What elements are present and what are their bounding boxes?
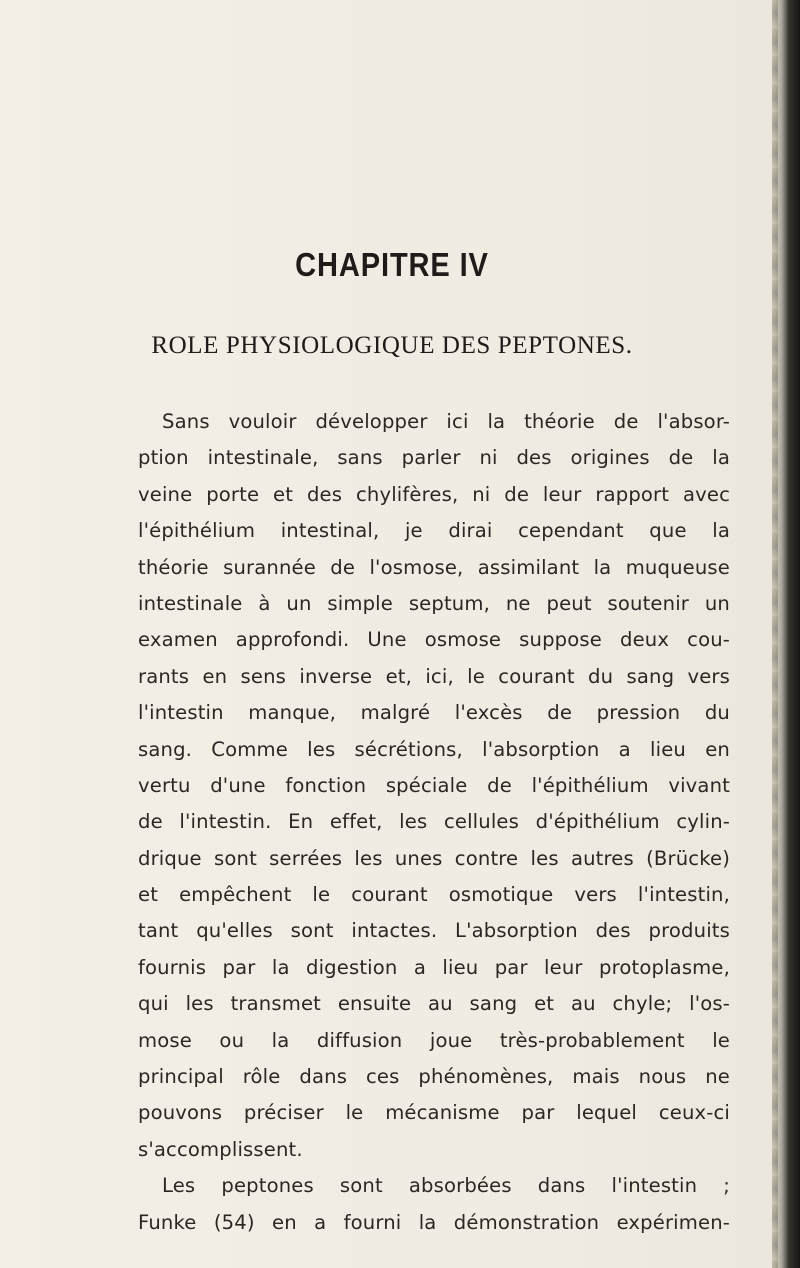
text-line: pouvons préciser le mécanisme par lequel ceux-ci <box>138 1101 730 1125</box>
text-line: de l'intestin. En effet, les cellules d'épithélium cylin- <box>138 810 730 834</box>
text-line: tant qu'elles sont intactes. L'absorption des produits <box>138 919 730 943</box>
chapter-title: ROLE PHYSIOLOGIQUE DES PEPTONES. <box>151 332 633 359</box>
text-line: qui les transmet ensuite au sang et au chyle; l'os- <box>138 992 730 1016</box>
text-line: rants en sens inverse et, ici, le courant du sang vers <box>138 664 730 688</box>
text-line: l'intestin manque, malgré l'excès de pression du <box>138 701 730 725</box>
text-line: s'accomplissent. <box>138 1137 303 1161</box>
text-line: intestinale à un simple septum, ne peut soutenir un <box>138 591 730 615</box>
text-line: vertu d'une fonction spéciale de l'épithélium vivant <box>138 773 730 797</box>
text-line: Funke (54) en a fourni la démonstration expérimen- <box>138 1210 730 1234</box>
body-text <box>138 404 730 1241</box>
text-line: fournis par la digestion a lieu par leur protoplasme, <box>138 955 730 979</box>
page-edge-texture <box>772 0 778 1268</box>
chapter-heading: CHAPITRE IV <box>295 246 489 283</box>
text-line: veine porte et des chylifères, ni de leur rapport avec <box>138 482 730 506</box>
text-line: drique sont serrées les unes contre les autres (Brücke) <box>138 846 730 870</box>
text-line: ption intestinale, sans parler ni des origines de la <box>138 446 730 470</box>
text-line: mose ou la diffusion joue très-probablement le <box>138 1028 730 1052</box>
text-line: et empêchent le courant osmotique vers l'intestin, <box>138 883 730 907</box>
text-line: théorie surannée de l'osmose, assimilant la muqueuse <box>138 555 730 579</box>
text-line: Les peptones sont absorbées dans l'intestin ; <box>162 1174 730 1198</box>
text-line: examen approfondi. Une osmose suppose deux cou- <box>138 628 730 652</box>
text-line: principal rôle dans ces phénomènes, mais nous ne <box>138 1065 730 1089</box>
text-line: sang. Comme les sécrétions, l'absorption a lieu en <box>138 737 730 761</box>
text-line: Sans vouloir développer ici la théorie de l'absor- <box>162 410 730 433</box>
text-line: l'épithélium intestinal, je dirai cependant que la <box>138 519 730 543</box>
